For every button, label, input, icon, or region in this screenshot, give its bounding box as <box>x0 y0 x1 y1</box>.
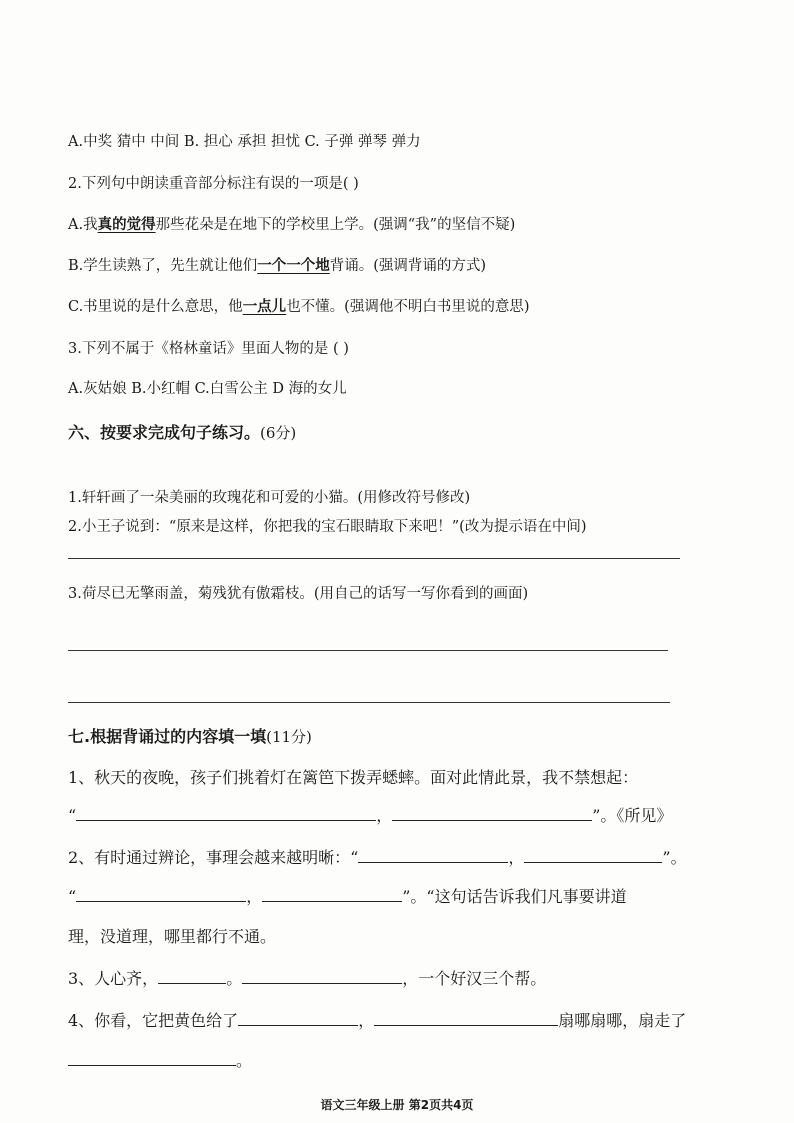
s6-answer-line-3[interactable] <box>68 702 670 703</box>
s6-answer-line-1[interactable] <box>68 558 680 559</box>
s6-answer-line-2[interactable] <box>68 650 668 651</box>
s7-line-4: 4、你看，它把黄色给了 ， 扇哪扇哪，扇走了 <box>68 1011 687 1030</box>
s6-item-1: 1.轩轩画了一朵美丽的玫瑰花和可爱的小猫。(用修改符号修改) <box>68 490 471 506</box>
blank[interactable] <box>76 887 246 902</box>
blank[interactable] <box>68 1051 236 1066</box>
blank[interactable] <box>76 806 376 821</box>
blank[interactable] <box>392 806 592 821</box>
blank[interactable] <box>242 969 402 984</box>
section-7-title: 七.根据背诵过的内容填一填(11分) <box>68 727 312 746</box>
blank[interactable] <box>358 848 508 863</box>
q5-q2-option-a: A.我真的觉得那些花朵是在地下的学校里上学。(强调“我”的坚信不疑) <box>68 216 516 233</box>
s7-line-2: 2、有时通过辨论，事理会越来越明晰：“ ， ”。 <box>68 848 687 867</box>
blank[interactable] <box>158 969 226 984</box>
s7-line-4b: 。 <box>68 1048 252 1071</box>
q5-q2-option-c: C.书里说的是什么意思，他一点儿也不懂。(强调他不明白书里说的意思) <box>68 298 530 315</box>
q5-question-3: 3.下列不属于《格林童话》里面人物的是 ( ) <box>68 341 349 357</box>
blank[interactable] <box>524 848 662 863</box>
blank[interactable] <box>374 1011 558 1026</box>
s7-line-1: 1、秋天的夜晚，孩子们挑着灯在篱笆下拨弄蟋蟀。面对此情此景，我不禁想起： <box>68 768 639 787</box>
section-6-title: 六、按要求完成句子练习。(6分) <box>68 423 297 442</box>
q5-row-a-options: A.中奖 猜中 中间 B. 担心 承担 担忧 C. 子弹 弹琴 弹力 <box>68 134 421 150</box>
q5-q3-options: A.灰姑娘 B.小红帽 C.白雪公主 D 海的女儿 <box>68 381 347 397</box>
s7-line-2b: “ ， ”。“这句话告诉我们凡事要讲道 <box>68 887 627 906</box>
s6-item-2: 2.小王子说到：“原来是这样，你把我的宝石眼睛取下来吧！”(改为提示语在中间) <box>68 519 587 535</box>
page-footer: 语文三年级上册 第2页共4页 <box>320 1098 474 1112</box>
s7-line-3: 3、人心齐， 。 ，一个好汉三个帮。 <box>68 969 547 988</box>
blank[interactable] <box>262 887 402 902</box>
s6-item-3: 3.荷尽已无擎雨盖，菊残犹有傲霜枝。(用自己的话写一写你看到的画面) <box>68 586 529 602</box>
q5-question-2: 2.下列句中朗读重音部分标注有误的一项是( ) <box>68 176 359 192</box>
q5-q2-option-b: B.学生读熟了，先生就让他们一个一个地背诵。(强调背诵的方式) <box>68 257 487 274</box>
s7-line-1-blanks: “ ， ”。《所见》 <box>68 806 673 825</box>
blank[interactable] <box>238 1011 358 1026</box>
s7-line-2c: 理，没道理，哪里都行不通。 <box>68 927 277 946</box>
